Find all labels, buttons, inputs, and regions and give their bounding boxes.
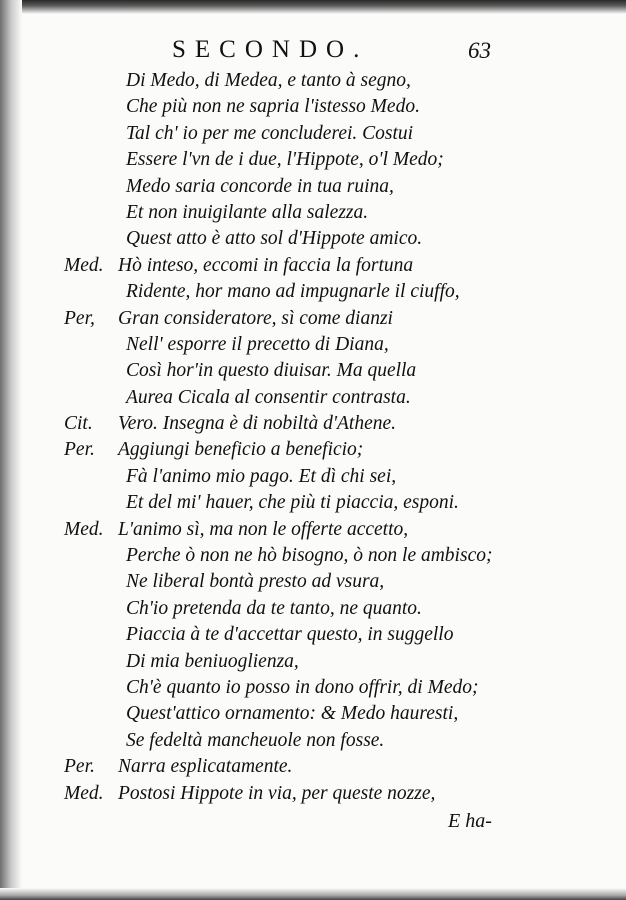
verse-text: Tal ch' io per me concluderei. Costui [126,122,414,144]
page-number: 63 [468,38,491,63]
verse-text: Piaccia à te d'accettar questo, in suggello [126,624,454,646]
verse-line [0,437,626,463]
verse-line [0,226,626,252]
verse-text: Quest'attico ornamento: & Medo hauresti, [126,703,459,725]
verse-line [0,200,626,226]
verse-line [0,385,626,411]
running-head: SECONDO. [172,36,369,63]
verse-text: Narra esplicatamente. [118,756,293,778]
verse-line [0,464,626,490]
verse-line [0,596,626,622]
verse-text: Aggiungi beneficio a beneficio; [118,439,364,461]
verse-text: Ch'è quanto io posso in dono offrir, di Medo; [126,676,479,698]
catchword: E ha- [448,810,492,832]
verse-text: Se fedeltà mancheuole non fosse. [126,729,385,751]
speaker-label: Med. [64,518,104,540]
verse-text: Ch'io pretenda da te tanto, ne quanto. [126,597,422,619]
verse-line [0,121,626,147]
verse-text: Nell' esporre il precetto di Diana, [126,333,389,355]
verse-line [0,569,626,595]
speaker-label: Per. [64,439,95,461]
page-edge-top [0,0,626,14]
speaker-label: Per. [64,756,95,778]
verse-line [0,411,626,437]
verse-text: Postosi Hippote in via, per queste nozze, [118,782,436,804]
verse-text: Fà l'animo mio pago. Et dì chi sei, [126,465,397,487]
verse-text: Aurea Cicala al consentir contrasta. [126,386,411,408]
verse-line [0,306,626,332]
verse-line [0,68,626,94]
play-text [0,68,626,807]
page-edge-bottom [0,888,626,900]
verse-text: Vero. Insegna è di nobiltà d'Athene. [118,413,397,435]
verse-line [0,517,626,543]
verse-line [0,332,626,358]
verse-line [0,754,626,780]
verse-text: Così hor'in questo diuisar. Ma quella [126,360,417,382]
speaker-label: Per, [64,307,95,329]
verse-line [0,490,626,516]
verse-text: Di mia beniuoglienza, [126,650,299,672]
verse-line [0,675,626,701]
verse-text: Gran consideratore, sì come dianzi [118,307,393,329]
verse-text: Ne liberal bontà presto ad vsura, [126,571,385,593]
verse-line [0,358,626,384]
verse-text: Quest atto è atto sol d'Hippote amico. [126,228,423,250]
verse-text: Essere l'vn de i due, l'Hippote, o'l Medo; [126,149,444,171]
verse-text: Perche ò non ne hò bisogno, ò non le ambisco; [126,545,493,567]
verse-line [0,649,626,675]
verse-line [0,543,626,569]
verse-line [0,701,626,727]
verse-text: Ridente, hor mano ad impugnarle il ciuffo, [126,281,460,303]
verse-line [0,622,626,648]
verse-text: Medo saria concorde in tua ruina, [126,175,394,197]
speaker-label: Med. [64,254,104,276]
page-header [0,36,626,70]
verse-line [0,253,626,279]
speaker-label: Med. [64,782,104,804]
verse-line [0,94,626,120]
verse-line [0,728,626,754]
verse-text: Che più non ne sapria l'istesso Medo. [126,96,420,118]
verse-text: Et del mi' hauer, che più ti piaccia, esponi. [126,492,459,514]
verse-line [0,147,626,173]
verse-text: Di Medo, di Medea, e tanto à segno, [126,70,411,91]
verse-text: Et non inuigilante alla salezza. [126,201,369,223]
speaker-label: Cit. [64,413,93,435]
verse-text: Hò inteso, eccomi in faccia la fortuna [118,254,414,276]
verse-line [0,279,626,305]
verse-line [0,174,626,200]
verse-line [0,781,626,807]
verse-text: L'animo sì, ma non le offerte accetto, [118,518,409,540]
